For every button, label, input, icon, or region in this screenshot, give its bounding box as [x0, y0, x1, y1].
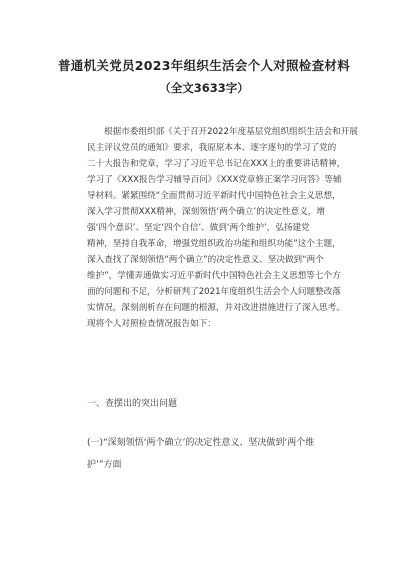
paragraph-line: 现将个人对照检查情况报告如下：: [87, 319, 216, 329]
paragraph-line: 民主评议党员的通知》要求，我原原本本、逐字逐句的学习了党的: [87, 143, 337, 153]
section-heading: 一、查摆出的突出问题: [87, 399, 178, 409]
paragraph-line: 面的问题和不足，分析研判了2021年度组织生活会个人问题整改落: [87, 287, 341, 297]
document-title: 普通机关党员2023年组织生活会个人对照检查材料: [58, 58, 350, 73]
paragraph-line: 维护”，学懂弄通做实习近平新时代中国特色社会主义思想等七个方: [87, 271, 341, 281]
paragraph-line: 深入查找了深刻领悟“两个确立”的决定性意义、坚决做到“两个: [87, 255, 324, 265]
paragraph-line: 强‘四个意识’、坚定‘四个自信’、做到‘两个维护’，弘扬建党: [87, 223, 310, 233]
intro-paragraph: [87, 124, 365, 332]
paragraph-line: 学习了《XXX报告学习辅导百问》《XXX党章修正案学习问答》等辅: [87, 175, 342, 185]
paragraph-line: 精神，坚持自我革命，增强党组织政治功能和组织功能”这个主题，: [87, 239, 341, 249]
paragraph-line: 实情况，深刻剖析存在问题的根源，并对改进措施进行了深入思考。: [87, 303, 345, 313]
subsection-line: (一)“深刻领悟‘两个确立’的决定性意义、坚决做到‘两个维: [87, 438, 315, 448]
paragraph-line: 导材料。紧紧围绕“全面贯彻习近平新时代中国特色社会主义思想，: [87, 191, 341, 201]
document-subtitle: （全文3633字）: [159, 81, 249, 95]
paragraph-line: 二十大报告和党章，学习了习近平总书记在XXX上的重要讲话精神，: [87, 159, 346, 169]
subsection-heading: [87, 432, 367, 476]
paragraph-line: 深入学习贯彻XXX精神，深刻领悟‘两个确立’的决定性意义，增: [87, 207, 325, 217]
paragraph-line: 根据市委组织部《关于召开2022年度基层党组织组织生活会和开展: [104, 127, 358, 137]
subsection-line: 护’”方面: [87, 460, 122, 470]
